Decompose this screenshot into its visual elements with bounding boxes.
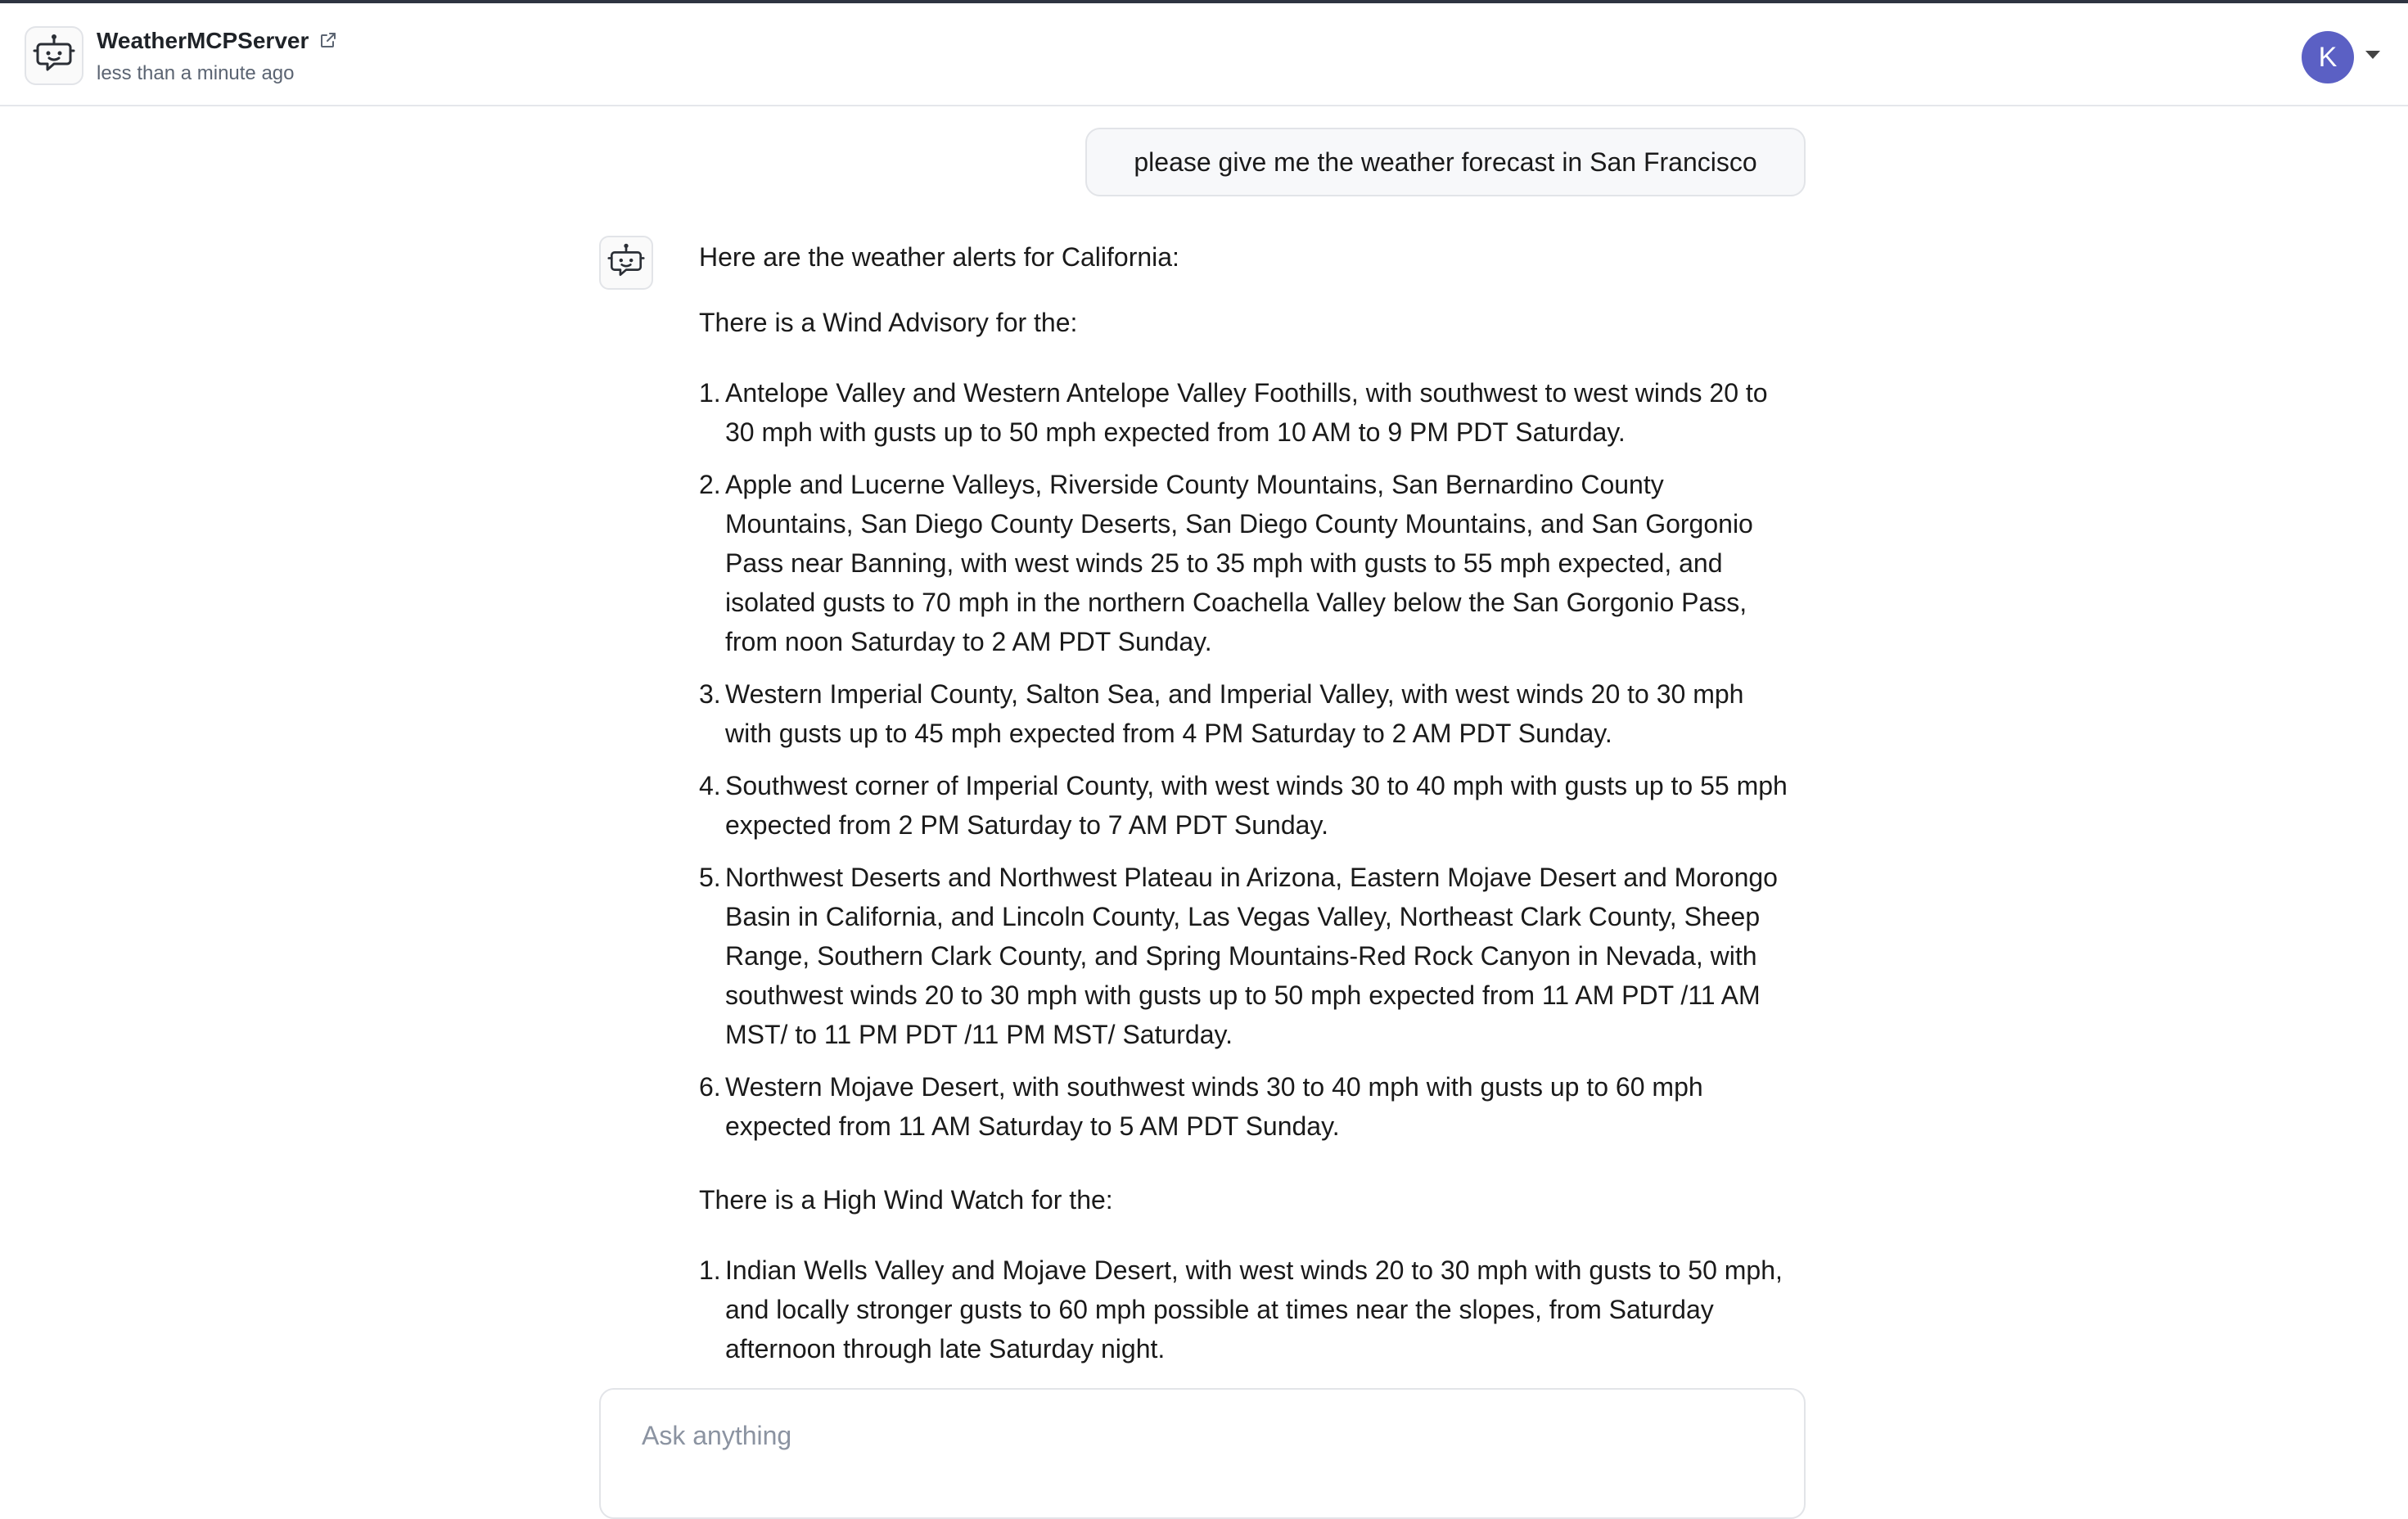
list-item-text: Antelope Valley and Western Antelope Valley Foothills, with southwest to west winds 20 to 30 mph with gusts up to 50 mph expected from 10 AM to 9 PM PDT Saturday.	[725, 378, 1768, 447]
assistant-intro: Here are the weather alerts for California:	[699, 242, 1179, 272]
list-item	[699, 373, 1788, 452]
last-updated-text: less than a minute ago	[97, 62, 295, 84]
list-item	[699, 766, 1788, 845]
chat-composer[interactable]	[599, 1388, 1806, 1519]
agent-name[interactable]: WeatherMCPServer	[97, 28, 309, 53]
external-link-icon[interactable]	[318, 30, 340, 52]
chevron-down-icon[interactable]	[2365, 51, 2380, 59]
list-item-text: Indian Wells Valley and Mojave Desert, with west winds 20 to 30 mph with gusts to 50 mph, and locally stronger gusts to 60 mph possible at times near the slopes, from Saturday afternoon through late Saturday night.	[725, 1255, 1783, 1363]
agent-title[interactable]	[97, 28, 340, 54]
list-item	[699, 1067, 1788, 1146]
list-item-text: Western Mojave Desert, with southwest winds 30 to 40 mph with gusts up to 60 mph expected from 11 AM Saturday to 5 AM PDT Sunday.	[725, 1072, 1703, 1141]
list-item-number: 4.	[699, 771, 721, 800]
list-item	[699, 674, 1788, 753]
robot-icon	[607, 242, 645, 284]
assistant-message	[699, 237, 1788, 1388]
user-message-text: please give me the weather forecast in San Francisco	[1134, 146, 1757, 177]
robot-icon	[33, 33, 75, 79]
list-item	[699, 858, 1788, 1054]
assistant-avatar	[599, 236, 653, 290]
high-wind-watch-heading: There is a High Wind Watch for the:	[699, 1185, 1113, 1215]
wind-advisory-heading: There is a Wind Advisory for the:	[699, 308, 1078, 337]
user-message-bubble	[1085, 128, 1806, 196]
user-avatar-button[interactable]: K	[2302, 31, 2354, 83]
list-item-text: Apple and Lucerne Valleys, Riverside County Mountains, San Bernardino County Mountains, San Diego County Deserts, San Diego County Mountains, and San Gorgonio Pass near Banning, with west winds 25 to 35 mph with gusts to 55 mph expected, and isolated gusts to 70 mph in the northern Coachella Valley below the San Gorgonio Pass, from noon Saturday to 2 AM PDT Sunday.	[725, 470, 1753, 656]
list-item-number: 3.	[699, 679, 721, 709]
high-wind-watch-list	[699, 1251, 1788, 1368]
chat-input[interactable]	[640, 1414, 1707, 1457]
wind-advisory-list	[699, 373, 1788, 1146]
list-item-number: 1.	[699, 1255, 721, 1285]
list-item-text: Northwest Deserts and Northwest Plateau in Arizona, Eastern Mojave Desert and Morongo Basin in California, and Lincoln County, Las Vegas Valley, Northeast Clark County, Sheep Range, Southern Clark County, and Spring Mountains-Red Rock Canyon in Nevada, with southwest winds 20 to 30 mph with gusts up to 50 mph expected from 11 AM PDT /11 AM MST/ to 11 PM PDT /11 PM MST/ Saturday.	[725, 863, 1778, 1049]
list-item-number: 6.	[699, 1072, 721, 1102]
chat-header	[0, 3, 2408, 106]
list-item-text: Southwest corner of Imperial County, with west winds 30 to 40 mph with gusts up to 55 mph expected from 2 PM Saturday to 7 AM PDT Sunday.	[725, 771, 1788, 840]
list-item-number: 1.	[699, 378, 721, 408]
list-item-number: 2.	[699, 470, 721, 499]
list-item-number: 5.	[699, 863, 721, 892]
list-item-text: Western Imperial County, Salton Sea, and Imperial Valley, with west winds 20 to 30 mph with gusts up to 45 mph expected from 4 PM Saturday to 2 AM PDT Sunday.	[725, 679, 1744, 748]
agent-avatar	[25, 26, 83, 85]
list-item	[699, 1251, 1788, 1368]
list-item	[699, 465, 1788, 661]
